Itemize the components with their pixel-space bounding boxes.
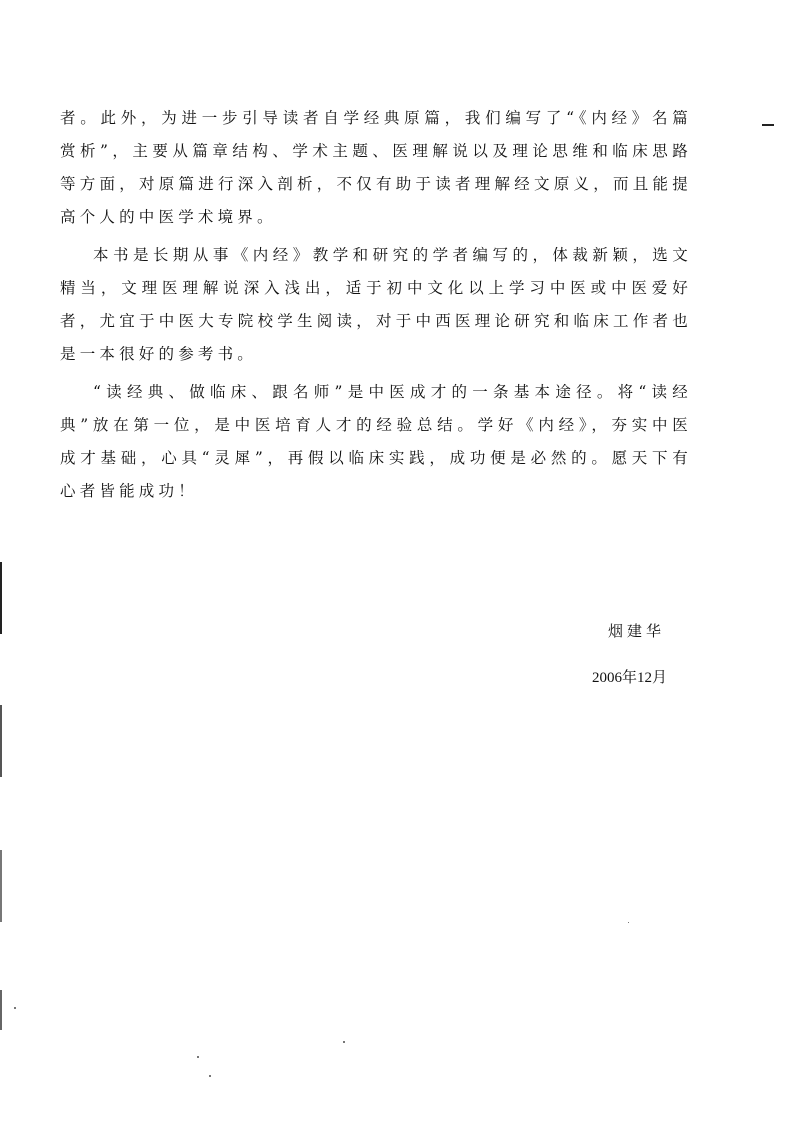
scan-edge-mark (0, 990, 2, 1030)
scan-speck (197, 1056, 199, 1058)
margin-mark (762, 124, 774, 126)
signature-date: 2006年12月 (592, 670, 668, 686)
paragraph-book-description: 本书是长期从事《内经》教学和研究的学者编写的，体裁新颖，选文精当，文理医理解说深入浅出，适于初中文化以上学习中医或中医爱好者，尤宜于中医大专院校学生阅读，对于中西医理论研究和临床工作者也是一本很好的参考书。 (60, 246, 692, 363)
paragraph-closing: “读经典、做临床、跟名师”是中医成才的一条基本途径。将“读经典”放在第一位，是中医培育人才的经验总结。学好《内经》，夯实中医成才基础，心具“灵犀”，再假以临床实践，成功便是必然的。愿天下有心者皆能成功！ (60, 383, 692, 500)
scan-speck (628, 922, 629, 923)
body-text (60, 102, 692, 508)
paragraph-continued: 者。此外，为进一步引导读者自学经典原篇，我们编写了“《内经》名篇赏析”，主要从篇章结构、学术主题、医理解说以及理论思维和临床思路等方面，对原篇进行深入剖析，不仅有助于读者理解经文原义，而且能提高个人的中医学术境界。 (60, 109, 692, 226)
scan-speck (209, 1075, 211, 1077)
scan-speck (343, 1041, 345, 1043)
scan-edge-mark (0, 705, 2, 777)
scan-edge-mark (0, 850, 2, 922)
scan-edge-mark (0, 562, 2, 634)
author-signature: 烟建华 (608, 622, 666, 640)
scan-speck (14, 1007, 16, 1009)
